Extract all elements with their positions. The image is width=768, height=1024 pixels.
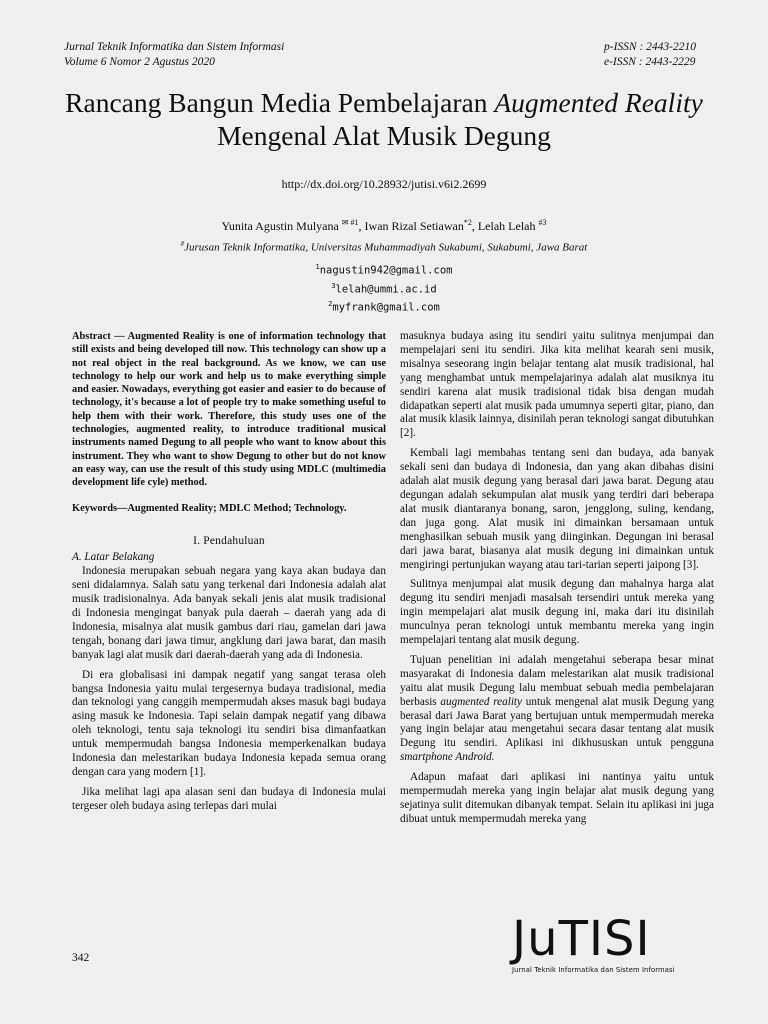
author-1-sup: ✉ #1 <box>341 218 359 227</box>
journal-header <box>64 40 284 70</box>
affiliation <box>0 240 768 254</box>
section-heading: I. Pendahuluan <box>193 535 265 548</box>
logo-wordmark: JuTISI <box>512 911 651 967</box>
paper-title <box>40 86 728 152</box>
logo-subtitle: Jurnal Teknik Informatika dan Sistem Informasi <box>512 966 675 974</box>
email-item[interactable]: $^1$nagustin942@gmail.com <box>315 263 453 277</box>
paragraph: Adapun mafaat dari aplikasi ini nantinya yaitu untuk mempermudah mereka yang ingin belajar alat musik degung yang sejatinya sulit ditemukan dibanyak tempat. Selain itu aplikasi ini juga dibuat untuk mempermudah mereka yang <box>400 771 714 825</box>
affiliation-sup: # <box>180 240 185 248</box>
email-item[interactable]: $^2$myfrank@gmail.com <box>328 300 440 314</box>
e-issn: e-ISSN : 2443-2229 <box>604 56 696 68</box>
paragraph: Jika melihat lagi apa alasan seni dan budaya di Indonesia mulai tergeser oleh budaya asing terlepas dari mulai <box>72 785 386 812</box>
paragraph: Di era globalisasi ini dampak negatif yang sangat terasa oleh bangsa Indonesia yaitu mulai tergesernya budaya tradisional, media dan teknologi yang canggih mempermudah akses masuk bagi budaya asing masuk ke Indonesia. Tapi selain dampak negatif yang dibawa oleh teknologi, tentu saja teknologi itu sendiri bisa dimanfaatkan untuk mempermudah bangsa Indonesia memperkenalkan budaya Indonesia dan melestarikan budaya Indonesia kepada semua orang dengan cara yang modern [1]. <box>72 668 386 778</box>
author-3: , Lelah Lelah <box>471 219 536 233</box>
jutisi-logo <box>512 911 712 974</box>
right-column <box>400 330 714 833</box>
paragraph: Tujuan penelitian ini adalah mengetahui seberapa besar minat masyarakat di Indonesia dalam melestarikan alat musik tradisional yaitu alat musik Degung lalu membuat sebuah media pembelajaran berbasis augmented reality untuk mengenal alat musik Degung yang berasal dari Jawa Barat yang bertujuan untuk mempermudah mereka yang ingin belajar atau mengetahui secara dasar tentang alat musik Degung itu sendiri. Aplikasi ini dikhususkan untuk pengguna smartphone Android. <box>400 653 715 764</box>
title-part2: Augmented Reality <box>494 87 703 118</box>
p-issn: p-ISSN : 2443-2210 <box>604 41 696 53</box>
paragraph: Kembali lagi membahas tentang seni dan budaya, ada banyak sekali seni dan budaya di Indonesia, dan yang akan dibahas disini adalah alat musik degung yang berasal dari jawa barat. Degung atau degungan adalah sekumpulan alat musik yang terdiri dari beberapa alat musik diantaranya bonang, saron, jengglong, suling, kendang, dan juga gong. Alat musik ini dimainkan bersamaan untuk menghasilkan sebuah musik yang diinginkan. Degungan ini berasal dari jawa barat, biasanya alat musik degung ini dimainkan untuk mengiringi pertunjukan wayang atau tari-tarian seperti jaipong [3]. <box>400 447 714 571</box>
email-item[interactable]: $^3$lelah@ummi.ac.id <box>331 281 437 295</box>
journal-volume: Volume 6 Nomor 2 Agustus 2020 <box>64 56 215 68</box>
author-2: , Iwan Rizal Setiawan <box>358 219 464 233</box>
doi-link[interactable]: http://dx.doi.org/10.28932/jutisi.v6i2.2699 <box>281 177 487 191</box>
author-3-sup: #3 <box>538 218 547 227</box>
issn-header <box>604 40 696 70</box>
title-part3: Mengenal Alat Musik Degung <box>217 120 551 151</box>
subsection-heading: A. Latar Belakang <box>72 551 155 564</box>
italic-term: augmented reality <box>440 695 523 708</box>
paragraph: Sulitnya menjumpai alat musik degung dan mahalnya harga alat degung itu sendiri menjadi masalsah tersendiri untuk mereka yang ingin mempelajari alat musik degung ini, maka dari itu disinilah munculnya peran teknologi untuk membantu mereka yang ingin mempelajari tentang alat musik degung. <box>400 578 714 647</box>
email-list <box>0 260 768 316</box>
paragraph: Indonesia merupakan sebuah negara yang kaya akan budaya dan seni didalamnya. Salah satu yang terkenal dari Indonesia adalah alat musik tradisionalnya. Ada banyak sekali jenis alat musik tradisional di Indonesia mengingat banyak pula daerah – daerah yang ada di Indonesia, misalnya alat musik gambus dari riau, gamelan dari jawa tengah, bonang dari jawa timur, angklung dari jawa barat, dan masih banyak lagi alat musik dari daerah-daerah yang ada di Indonesia. <box>72 565 386 661</box>
author-2-sup: *2 <box>463 218 472 227</box>
title-part1: Rancang Bangun Media Pembelajaran <box>65 87 495 118</box>
journal-name: Jurnal Teknik Informatika dan Sistem Informasi <box>64 41 285 53</box>
paragraph: masuknya budaya asing itu sendiri yaitu sulitnya menjumpai dan mempelajari seni itu sendiri. Jika kita melihat kearah seni musik, misalnya seseorang ingin belajar tentang alat musik tradisional, hal yang menghambat untuk mempelajarinya adalah alat musiknya itu sendiri karena alat musik tradisional tidak bisa dengan mudah didapatkan seperti alat musik pada umumnya seperti gitar, piano, dan alat musik klasik lainnya, disinilah peran teknologi sangat dibutuhkan [2]. <box>400 330 714 440</box>
left-column <box>72 330 386 820</box>
authors-line <box>0 218 768 234</box>
affiliation-text: Jurusan Teknik Informatika, Universitas Muhammadiyah Sukabumi, Sukabumi, Jawa Barat <box>184 241 588 254</box>
abstract: Abstract — Augmented Reality is one of information technology that still exists and being developed till now. This technology can show up a not real object in the real background. As we know, we can use technology to help our work and help us to make everything simple and easier. Nowadays, everything got easier and easier to do because of technology, it's because a lot of people try to make something useful to help them with their work. Therefore, this study uses one of the technologies, augmented reality, to introduce traditional musical instruments named Degung to all people who want to know about this instrument. They who want to show Degung to other but do not know an easy way, can use the result of this study using MDLC (multimedia development life cyle) method. <box>72 331 386 489</box>
author-1: Yunita Agustin Mulyana <box>221 219 339 233</box>
keywords: Keywords—Augmented Reality; MDLC Method; Technology. <box>72 502 347 514</box>
page-number: 342 <box>72 952 90 964</box>
italic-term: smartphone Android. <box>400 751 495 764</box>
